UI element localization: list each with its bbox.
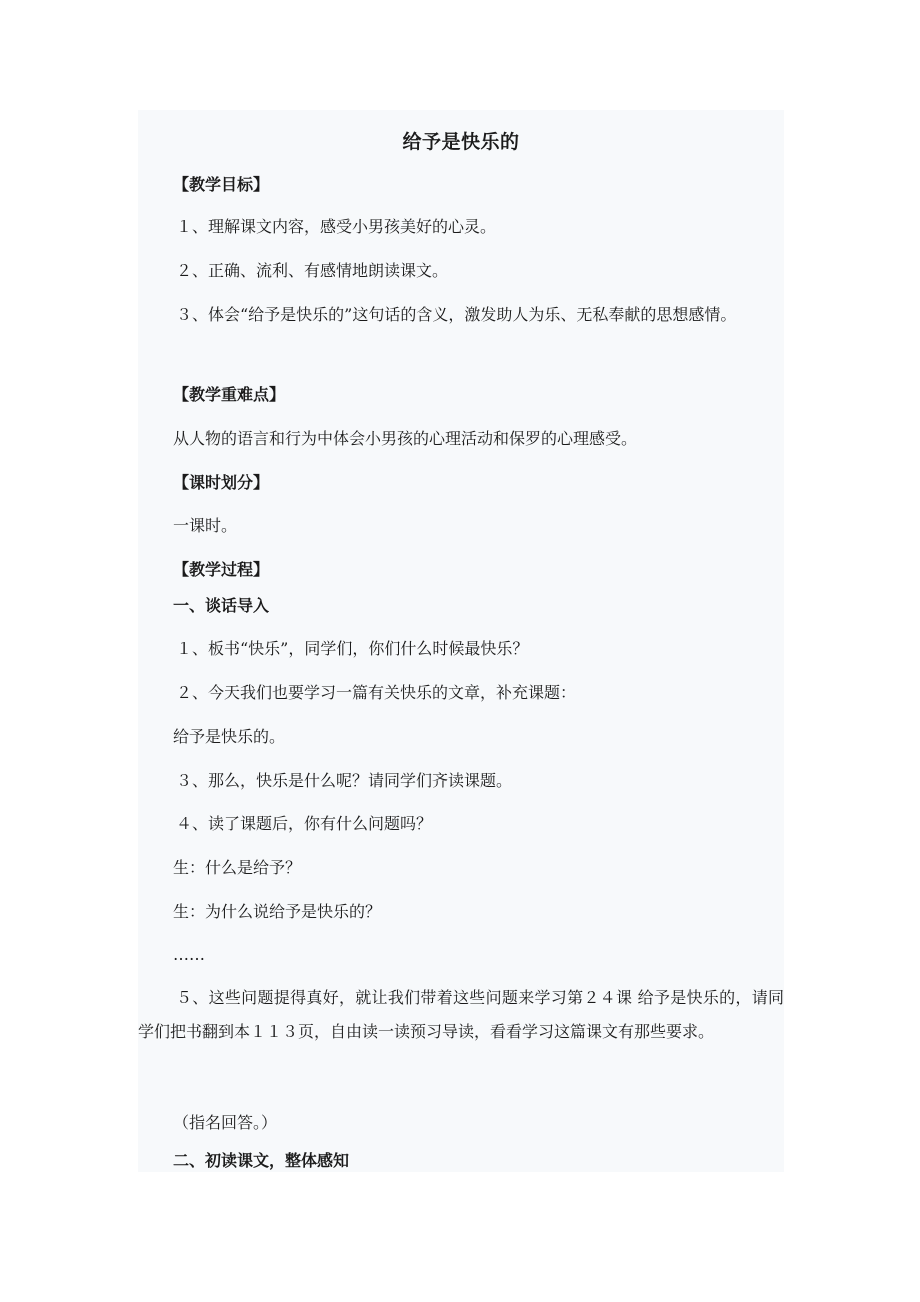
student-answer-2: 生：为什么说给予是快乐的？ [173,902,382,921]
step-2-continued: 给予是快乐的。 [173,727,286,746]
step-3: ３、那么，快乐是什么呢？请同学们齐读课题。 [176,771,513,790]
goal-item-1: １、理解课文内容，感受小男孩美好的心灵。 [176,217,497,236]
key-points-text: 从人物的语言和行为中体会小男孩的心理活动和保罗的心理感受。 [173,429,638,448]
step-1: １、板书“快乐”，同学们，你们什么时候最快乐？ [176,639,529,658]
part1-heading: 一、谈话导入 [173,596,270,615]
goal-item-2: ２、正确、流利、有感情地朗读课文。 [176,261,449,280]
step-4: ４、读了课题后，你有什么问题吗？ [176,814,433,833]
ellipsis: …… [173,945,205,964]
note-text: （指名回答。） [173,1113,278,1132]
step-2: ２、今天我们也要学习一篇有关快乐的文章，补充课题： [176,683,577,702]
period-heading: 【课时划分】 [173,473,270,492]
goals-heading: 【教学目标】 [173,175,270,194]
step-5: ５、这些问题提得真好，就让我们带着这些问题来学习第２４课 给予是快乐的，请同学们把书翻到本１１３页，自由读一读预习导读，看看学习这篇课文有那些要求。 [138,988,784,1041]
period-text: 一课时。 [173,516,238,535]
student-answer-1: 生：什么是给予？ [173,858,302,877]
key-points-heading: 【教学重难点】 [173,385,286,404]
document-title: 给予是快乐的 [402,131,520,153]
document-page [138,110,784,1172]
goal-item-3: ３、体会“给予是快乐的”这句话的含义，激发助人为乐、无私奉献的思想感情。 [176,305,737,324]
part2-heading: 二、初读课文，整体感知 [173,1151,350,1170]
process-heading: 【教学过程】 [173,560,270,579]
